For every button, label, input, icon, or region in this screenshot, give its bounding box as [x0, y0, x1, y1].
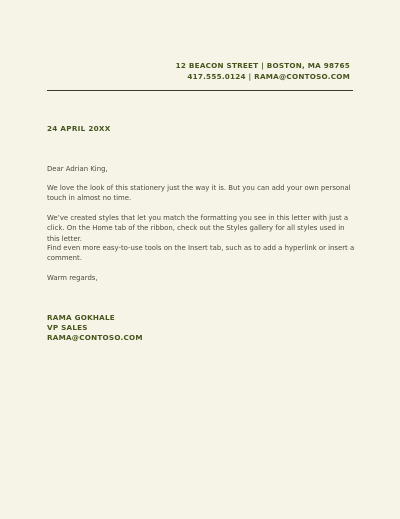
body-paragraph-2: We’ve created styles that let you match the formatting you see in this letter with just a click. On the Home tab of the ribbon, check out the Styles gallery for all styles used in this letter.	[47, 214, 349, 243]
sender-address: 12 BEACON STREET | BOSTON, MA 98765	[175, 61, 350, 70]
closing: Warm regards,	[47, 274, 98, 282]
letterhead	[176, 61, 350, 82]
sender-contact: 417.555.0124 | RAMA@CONTOSO.COM	[187, 71, 350, 81]
salutation: Dear Adrian King,	[47, 165, 108, 173]
signer-name: RAMA GOKHALE	[47, 313, 115, 322]
signer-email: RAMA@CONTOSO.COM	[47, 333, 143, 343]
body-paragraph-3: Find even more easy-to-use tools on the Insert tab, such as to add a hyperlink or insert a comment.	[47, 244, 355, 263]
body-paragraph-1: We love the look of this stationery just the way it is. But you can add your own personal touch in almost no time.	[47, 184, 351, 203]
signature-block	[47, 313, 143, 344]
letter-date: 24 APRIL 20XX	[47, 124, 111, 133]
header-divider	[47, 90, 353, 91]
signer-title: VP SALES	[47, 323, 88, 333]
